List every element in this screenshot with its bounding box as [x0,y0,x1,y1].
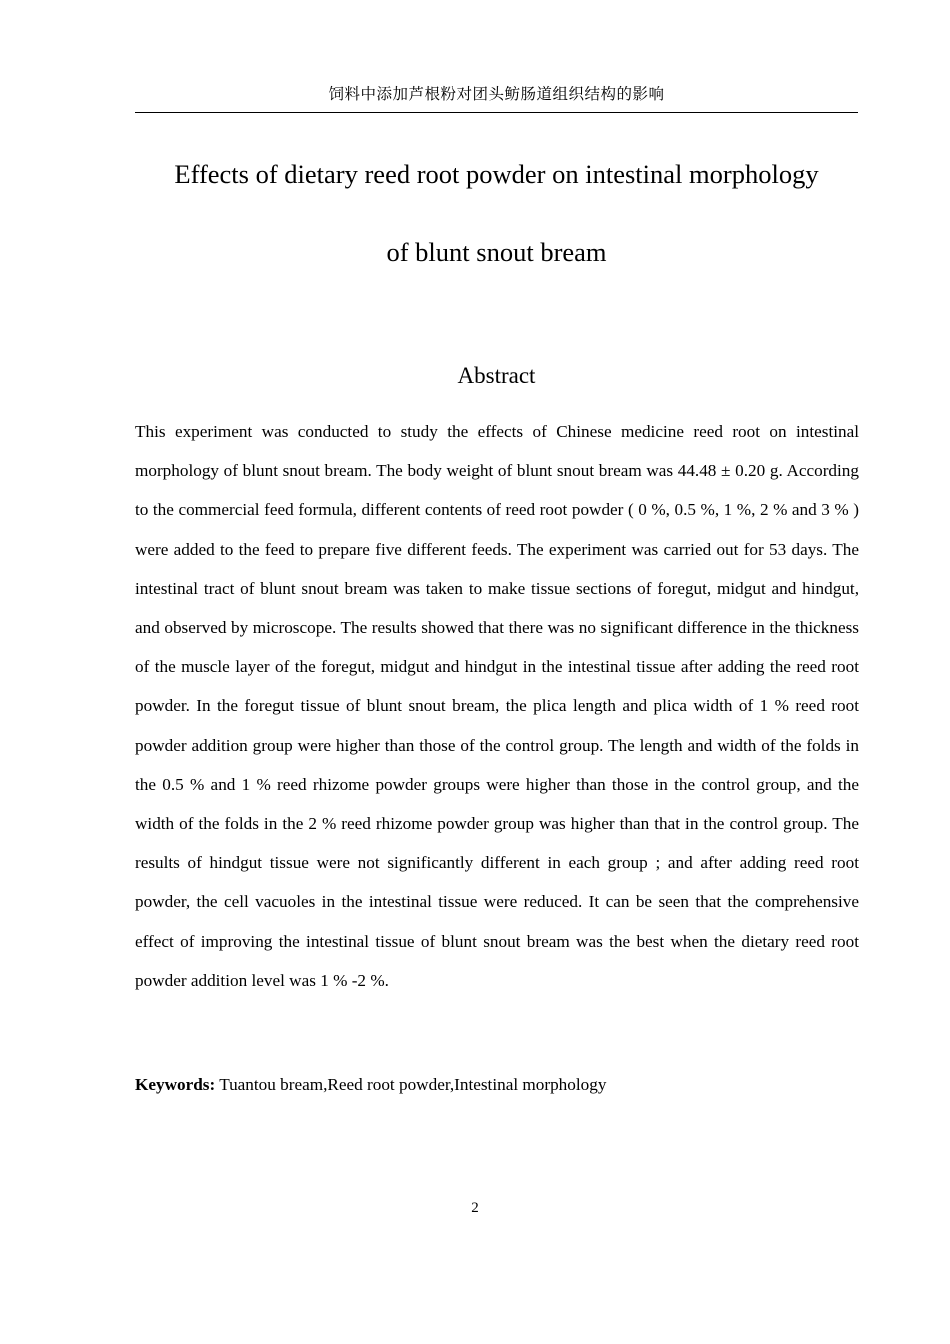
header-rule [135,112,858,113]
keywords-value: Tuantou bream,Reed root powder,Intestinal morphology [215,1075,607,1094]
page-title [135,135,858,291]
title-line-1: Effects of dietary reed root powder on intestinal morphology [174,159,819,189]
page-header [135,84,858,113]
running-head: 饲料中添加芦根粉对团头鲂肠道组织结构的影响 [328,85,665,103]
page-number: 2 [471,1200,479,1216]
abstract-paragraph: This experiment was conducted to study the effects of Chinese medicine reed root on intestinal morphology of blunt snout bream. The body weight of blunt snout bream was 44.48 ± 0.20 g. According to the commercial feed formula, different contents of reed root powder ( 0 %, 0.5 %, 1 %, 2 % and 3 % ) were added to the feed to prepare five different feeds. The experiment was carried out for 53 days. The intestinal tract of blunt snout bream was taken to make tissue sections of foregut, midgut and hindgut, and observed by microscope. The results showed that there was no significant difference in the thickness of the muscle layer of the foregut, midgut and hindgut in the intestinal tissue after adding the reed root powder. In the foregut tissue of blunt snout bream, the plica length and plica width of 1 % reed root powder addition group were higher than those of the control group. The length and width of the folds in the 0.5 % and 1 % reed rhizome powder groups were higher than those in the control group, and the width of the folds in the 2 % reed rhizome powder group was higher than that in the control group. The results of hindgut tissue were not significantly different in each group ; and after adding reed root powder, the cell vacuoles in the intestinal tissue were reduced. It can be seen that the comprehensive effect of improving the intestinal tissue of blunt snout bream was the best when the dietary reed root powder addition level was 1 % -2 %. [135,422,859,990]
keywords-label: Keywords: [135,1075,216,1094]
keywords-line [135,1072,859,1098]
title-line-2: of blunt snout bream [386,237,607,267]
abstract-heading: Abstract [457,363,536,388]
